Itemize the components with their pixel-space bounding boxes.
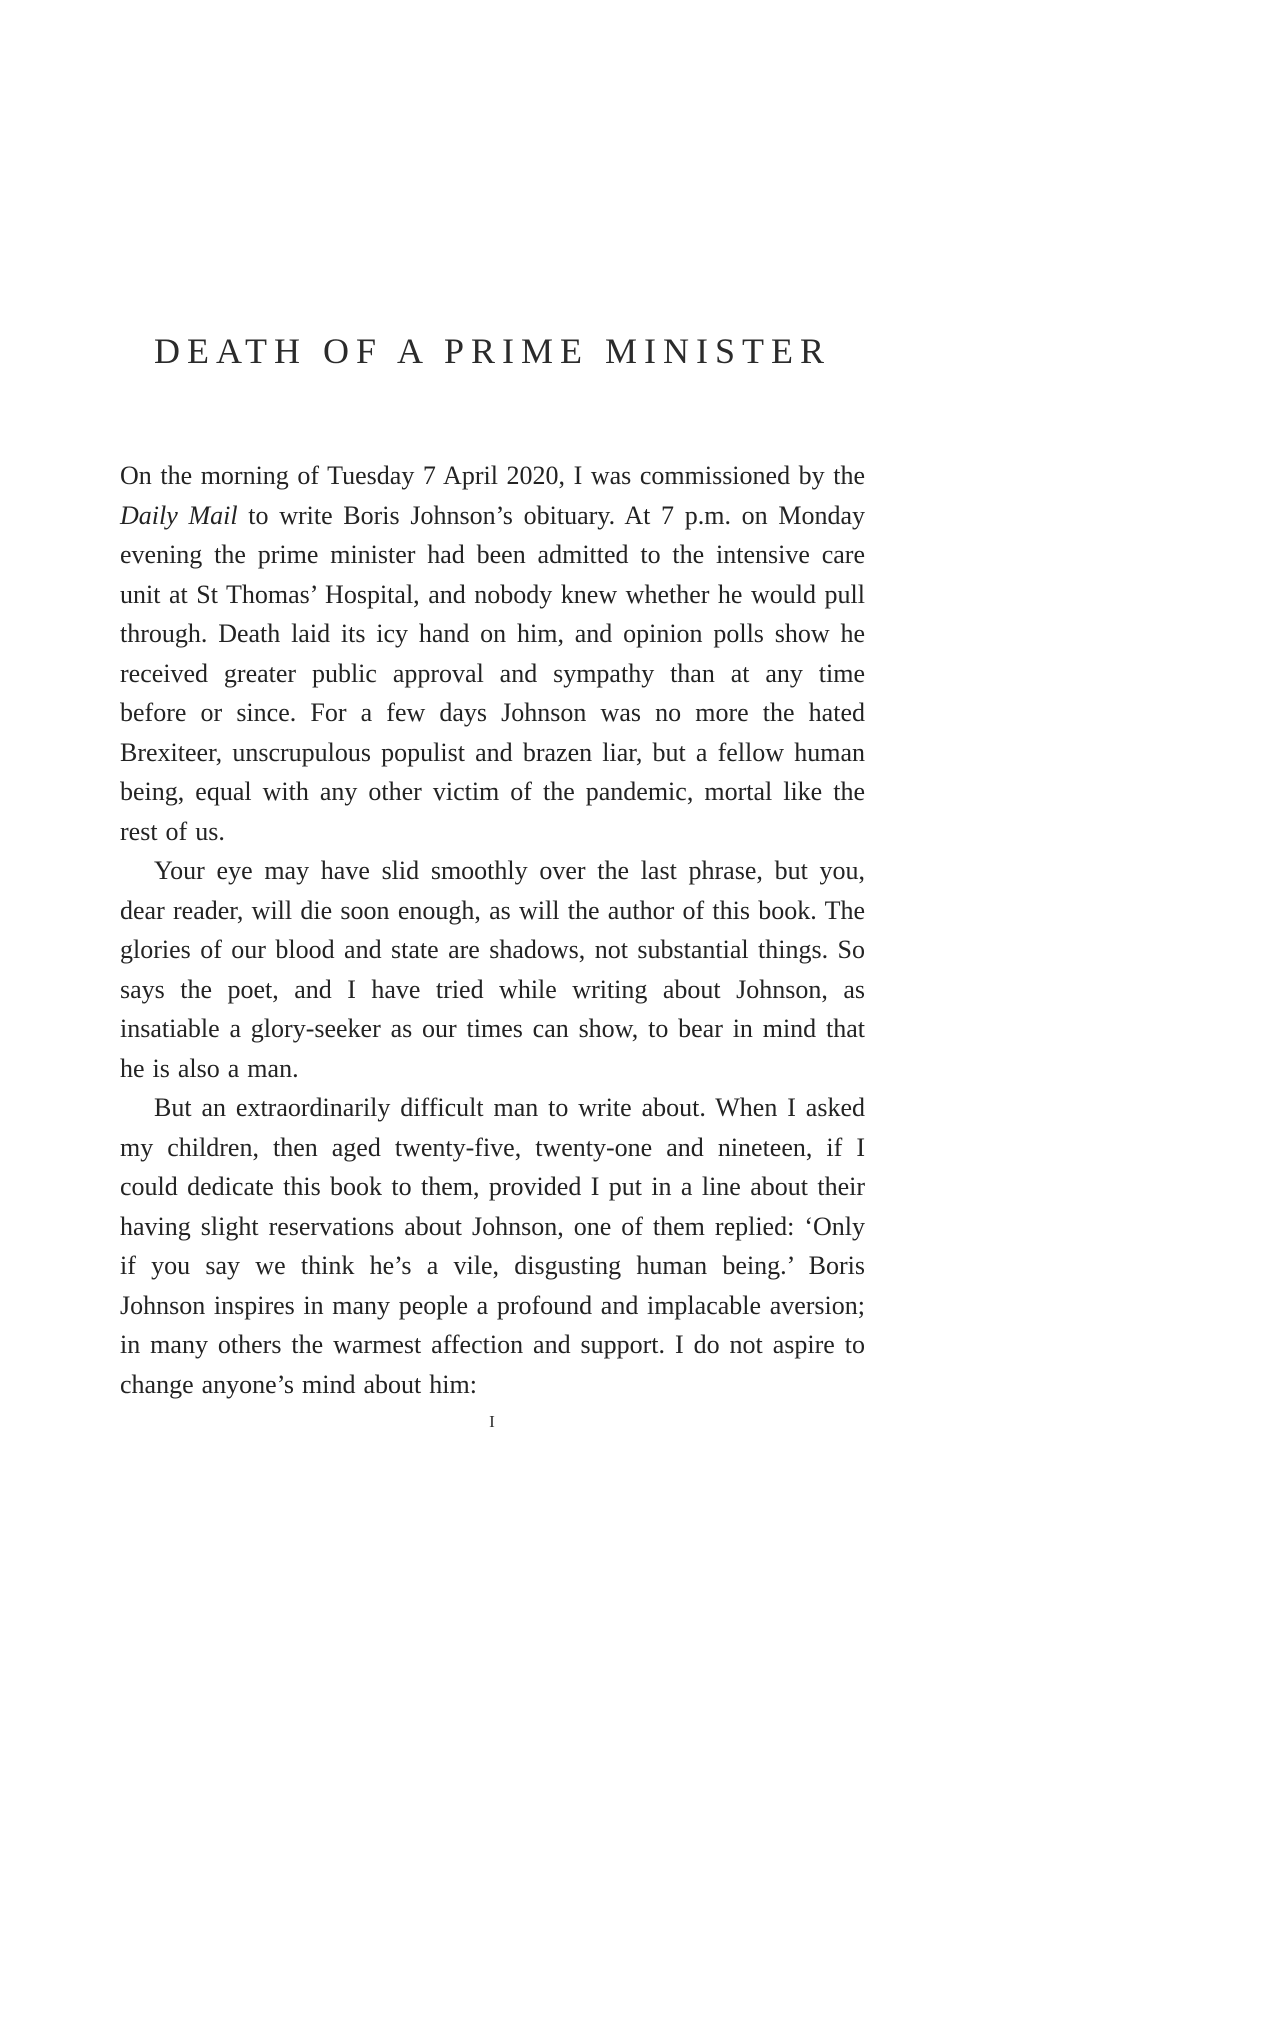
paragraph-1-text-before: On the morning of Tuesday 7 April 2020, I was commissioned by the: [120, 461, 865, 490]
chapter-title: DEATH OF A PRIME MINISTER: [153, 331, 832, 371]
italic-publication-name: Daily Mail: [120, 500, 238, 530]
page-number: I: [489, 1412, 496, 1431]
paragraph-1: [120, 456, 865, 851]
paragraph-1-text-after: to write Boris Johnson’s obituary. At 7 p.m. on Monday evening the prime minister had been admitted to the intensive care unit at St Thomas’ Hospital, and nobody knew whether he would pull through. Death laid its icy hand on him, and opinion polls show he received greater public approval and sympathy than at any time before or since. For a few days Johnson was no more the hated Brexiteer, unscrupulous populist and brazen liar, but a fellow human being, equal with any other victim of the pandemic, mortal like the rest of us.: [120, 500, 865, 846]
paragraph-3: But an extraordinarily difficult man to write about. When I asked my children, then aged twenty-five, twenty-one and nineteen, if I could dedicate this book to them, provided I put in a line about their having slight reservations about Johnson, one of them replied: ‘Only if you say we think he’s a vile, disgusting human being.’ Boris Johnson inspires in many people a profound and implacable aversion; in many others the warmest affection and support. I do not aspire to change anyone’s mind about him:: [120, 1093, 865, 1399]
paragraph-2: Your eye may have slid smoothly over the last phrase, but you, dear reader, will die soon enough, as will the author of this book. The glories of our blood and state are shadows, not substantial things. So says the poet, and I have tried while writing about Johnson, as insatiable a glory-seeker as our times can show, to bear in mind that he is also a man.: [120, 856, 865, 1083]
text-block: [120, 330, 865, 1404]
